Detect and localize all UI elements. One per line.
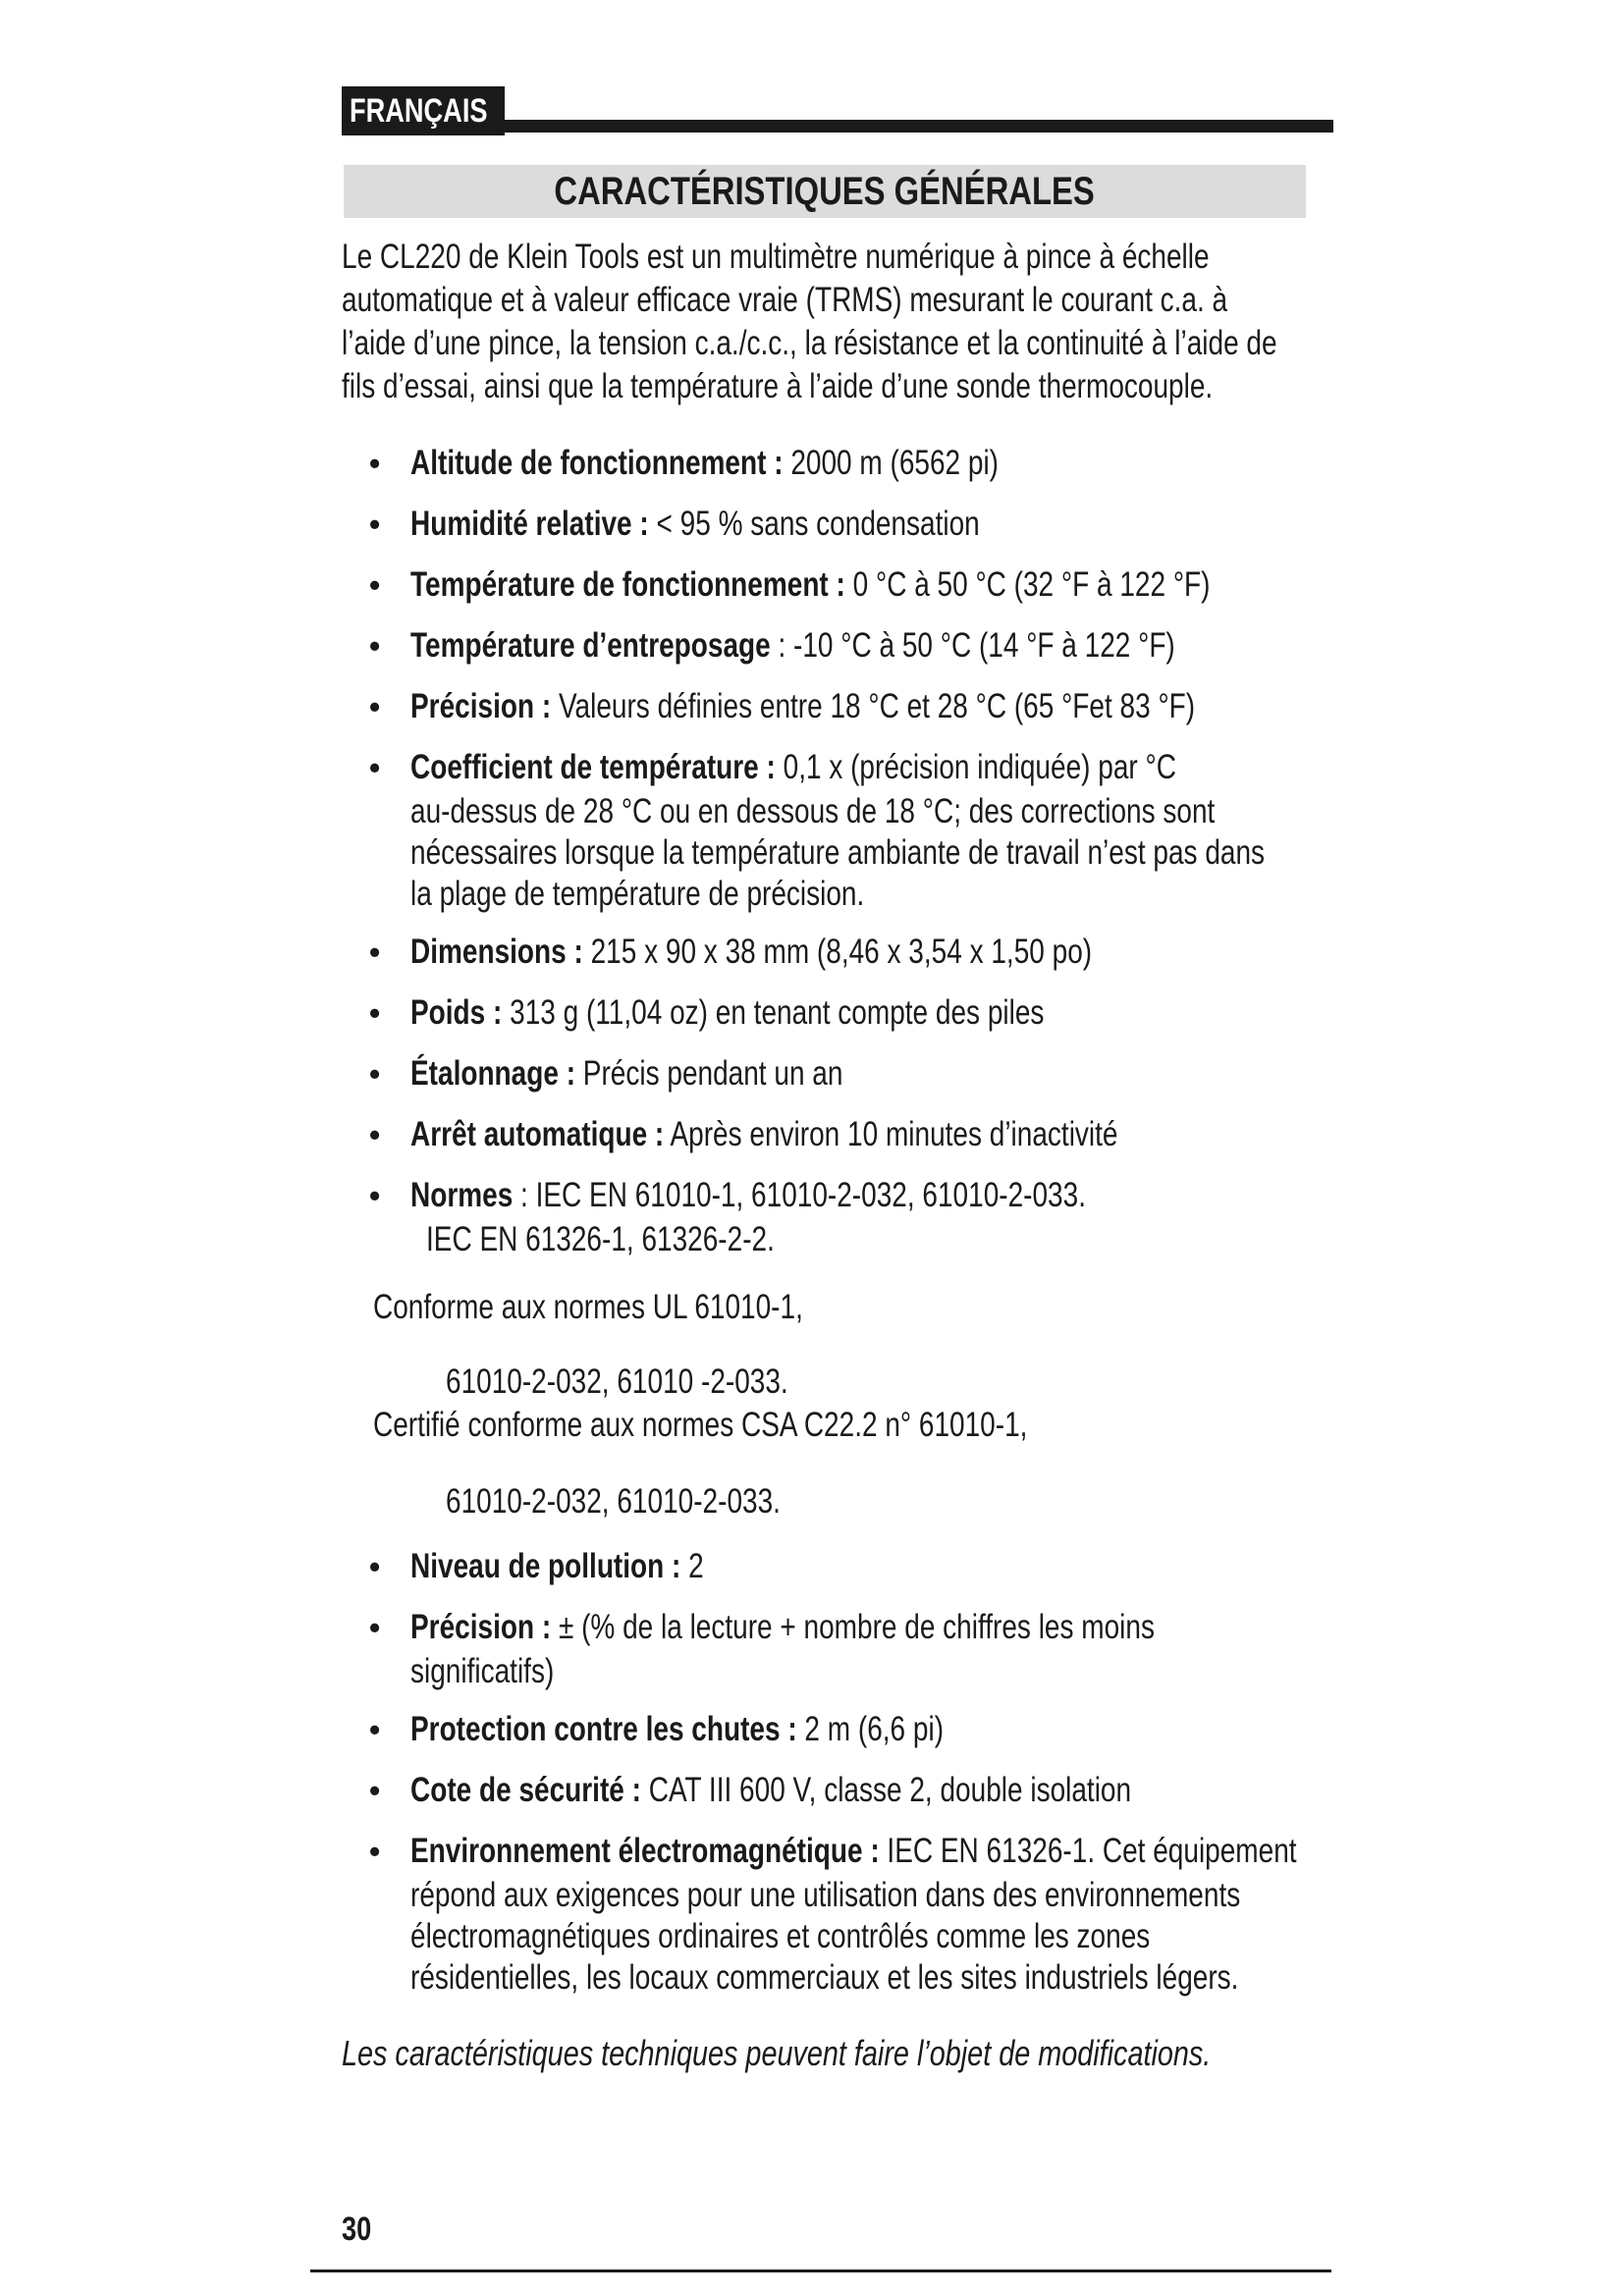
spec-item-weight bbox=[369, 989, 1351, 1037]
spec-label: Humidité relative : bbox=[410, 505, 649, 543]
spec-item-altitude bbox=[369, 440, 1351, 487]
spec-label: Dimensions : bbox=[410, 933, 583, 971]
language-label: FRANÇAIS bbox=[350, 92, 488, 130]
ul-standards-parts: 61010-2-032, 61010 -2-033. bbox=[446, 1362, 788, 1401]
spec-label: Niveau de pollution : bbox=[410, 1547, 681, 1585]
spec-value: 0 °C à 50 °C (32 °F à 122 °F) bbox=[844, 565, 1211, 604]
spec-item-calibration bbox=[369, 1050, 1351, 1097]
spec-continuation: au-dessus de 28 °C ou en dessous de 18 °C; des corrections sont bbox=[410, 792, 1216, 830]
bullet-icon: • bbox=[369, 628, 381, 664]
spec-label: Protection contre les chutes : bbox=[410, 1710, 797, 1748]
spec-value: 313 g (11,04 oz) en tenant compte des piles bbox=[502, 993, 1045, 1032]
spec-list-2 bbox=[369, 1543, 1351, 2012]
spec-continuation: résidentielles, les locaux commerciaux et les sites industriels légers. bbox=[410, 1958, 1239, 1997]
spec-label: Poids : bbox=[410, 993, 503, 1032]
bullet-icon: • bbox=[369, 1056, 381, 1092]
spec-label: Étalonnage : bbox=[410, 1054, 576, 1093]
spec-item-safety-rating bbox=[369, 1767, 1351, 1814]
bullet-icon: • bbox=[369, 934, 381, 970]
bullet-icon: • bbox=[369, 1549, 381, 1584]
spec-item-precision bbox=[369, 683, 1351, 730]
specifications-disclaimer: Les caractéristiques techniques peuvent faire l’objet de modifications. bbox=[342, 2033, 1212, 2073]
spec-value: 2 m (6,6 pi) bbox=[796, 1710, 945, 1748]
spec-label: Arrêt automatique : bbox=[410, 1115, 665, 1153]
spec-continuation: répond aux exigences pour une utilisation dans des environnements bbox=[410, 1876, 1241, 1914]
intro-line: l’aide d’une pince, la tension c.a./c.c., la résistance et la continuité à l’aide de bbox=[342, 324, 1277, 362]
spec-value: 2000 m (6562 pi) bbox=[783, 444, 999, 482]
spec-label: Cote de sécurité : bbox=[410, 1771, 641, 1809]
spec-value: ± (% de la lecture + nombre de chiffres les moins bbox=[551, 1608, 1155, 1646]
spec-value: Valeurs définies entre 18 °C et 28 °C (65 °Fet 83 °F) bbox=[551, 687, 1196, 725]
spec-item-humidity bbox=[369, 501, 1351, 548]
spec-label: Altitude de fonctionnement : bbox=[410, 444, 784, 482]
footer-rule bbox=[310, 2269, 1331, 2272]
spec-label: Température d’entreposage bbox=[410, 626, 771, 665]
spec-label: Environnement électromagnétique : bbox=[410, 1832, 880, 1870]
intro-line: automatique et à valeur efficace vraie (TRMS) mesurant le courant c.a. à bbox=[342, 281, 1228, 319]
intro-line: Le CL220 de Klein Tools est un multimètre numérique à pince à échelle bbox=[342, 238, 1210, 276]
spec-item-standards bbox=[369, 1172, 1351, 1260]
spec-label: Température de fonctionnement : bbox=[410, 565, 845, 604]
bullet-icon: • bbox=[369, 1834, 381, 1869]
bullet-icon: • bbox=[369, 689, 381, 724]
bullet-icon: • bbox=[369, 1178, 381, 1213]
spec-continuation: IEC EN 61326-1, 61326-2-2. bbox=[426, 1220, 775, 1258]
spec-list bbox=[369, 440, 1351, 1274]
csa-standards-line: Certifié conforme aux normes CSA C22.2 n° 61010-1, bbox=[373, 1406, 1028, 1444]
header-rule bbox=[505, 120, 1333, 133]
bullet-icon: • bbox=[369, 750, 381, 785]
language-header bbox=[342, 86, 1333, 135]
spec-item-storage-temperature bbox=[369, 622, 1351, 669]
language-tag bbox=[342, 86, 505, 135]
spec-value: : -10 °C à 50 °C (14 °F à 122 °F) bbox=[770, 626, 1175, 665]
spec-value: : IEC EN 61010-1, 61010-2-032, 61010-2-033. bbox=[513, 1176, 1086, 1214]
intro-line: fils d’essai, ainsi que la température à l’aide d’une sonde thermocouple. bbox=[342, 367, 1214, 405]
bullet-icon: • bbox=[369, 1773, 381, 1808]
spec-item-electromagnetic-environment bbox=[369, 1828, 1351, 1999]
spec-value: 2 bbox=[680, 1547, 704, 1585]
spec-item-pollution-level bbox=[369, 1543, 1351, 1590]
spec-value: 0,1 x (précision indiquée) par °C bbox=[775, 748, 1176, 786]
spec-item-auto-power-off bbox=[369, 1111, 1351, 1158]
spec-label: Précision : bbox=[410, 687, 552, 725]
spec-item-accuracy bbox=[369, 1604, 1351, 1692]
bullet-icon: • bbox=[369, 1712, 381, 1747]
ul-standards-line: Conforme aux normes UL 61010-1, bbox=[373, 1288, 803, 1326]
section-title: CARACTÉRISTIQUES GÉNÉRALES bbox=[554, 170, 1096, 213]
spec-continuation: significatifs) bbox=[410, 1652, 555, 1690]
page-number: 30 bbox=[342, 2211, 372, 2248]
intro-paragraph bbox=[342, 236, 1363, 408]
spec-continuation: la plage de température de précision. bbox=[410, 875, 865, 913]
spec-item-temperature-coefficient bbox=[369, 744, 1351, 915]
spec-label: Coefficient de température : bbox=[410, 748, 776, 786]
csa-standards-parts: 61010-2-032, 61010-2-033. bbox=[446, 1482, 781, 1521]
spec-item-operating-temperature bbox=[369, 561, 1351, 609]
bullet-icon: • bbox=[369, 1117, 381, 1152]
spec-value: Précis pendant un an bbox=[575, 1054, 843, 1093]
section-title-band bbox=[344, 165, 1306, 218]
spec-value: IEC EN 61326-1. Cet équipement bbox=[879, 1832, 1297, 1870]
spec-item-drop-protection bbox=[369, 1706, 1351, 1753]
bullet-icon: • bbox=[369, 567, 381, 603]
spec-value: < 95 % sans condensation bbox=[648, 505, 980, 543]
spec-value: CAT III 600 V, classe 2, double isolation bbox=[640, 1771, 1132, 1809]
spec-continuation: nécessaires lorsque la température ambiante de travail n’est pas dans bbox=[410, 833, 1266, 872]
bullet-icon: • bbox=[369, 446, 381, 481]
spec-label: Normes bbox=[410, 1176, 514, 1214]
spec-item-dimensions bbox=[369, 929, 1351, 976]
spec-continuation: électromagnétiques ordinaires et contrôlés comme les zones bbox=[410, 1917, 1151, 1955]
bullet-icon: • bbox=[369, 1610, 381, 1645]
spec-value: 215 x 90 x 38 mm (8,46 x 3,54 x 1,50 po) bbox=[582, 933, 1093, 971]
spec-value: Après environ 10 minutes d’inactivité bbox=[664, 1115, 1118, 1153]
bullet-icon: • bbox=[369, 507, 381, 542]
spec-label: Précision : bbox=[410, 1608, 552, 1646]
bullet-icon: • bbox=[369, 995, 381, 1031]
